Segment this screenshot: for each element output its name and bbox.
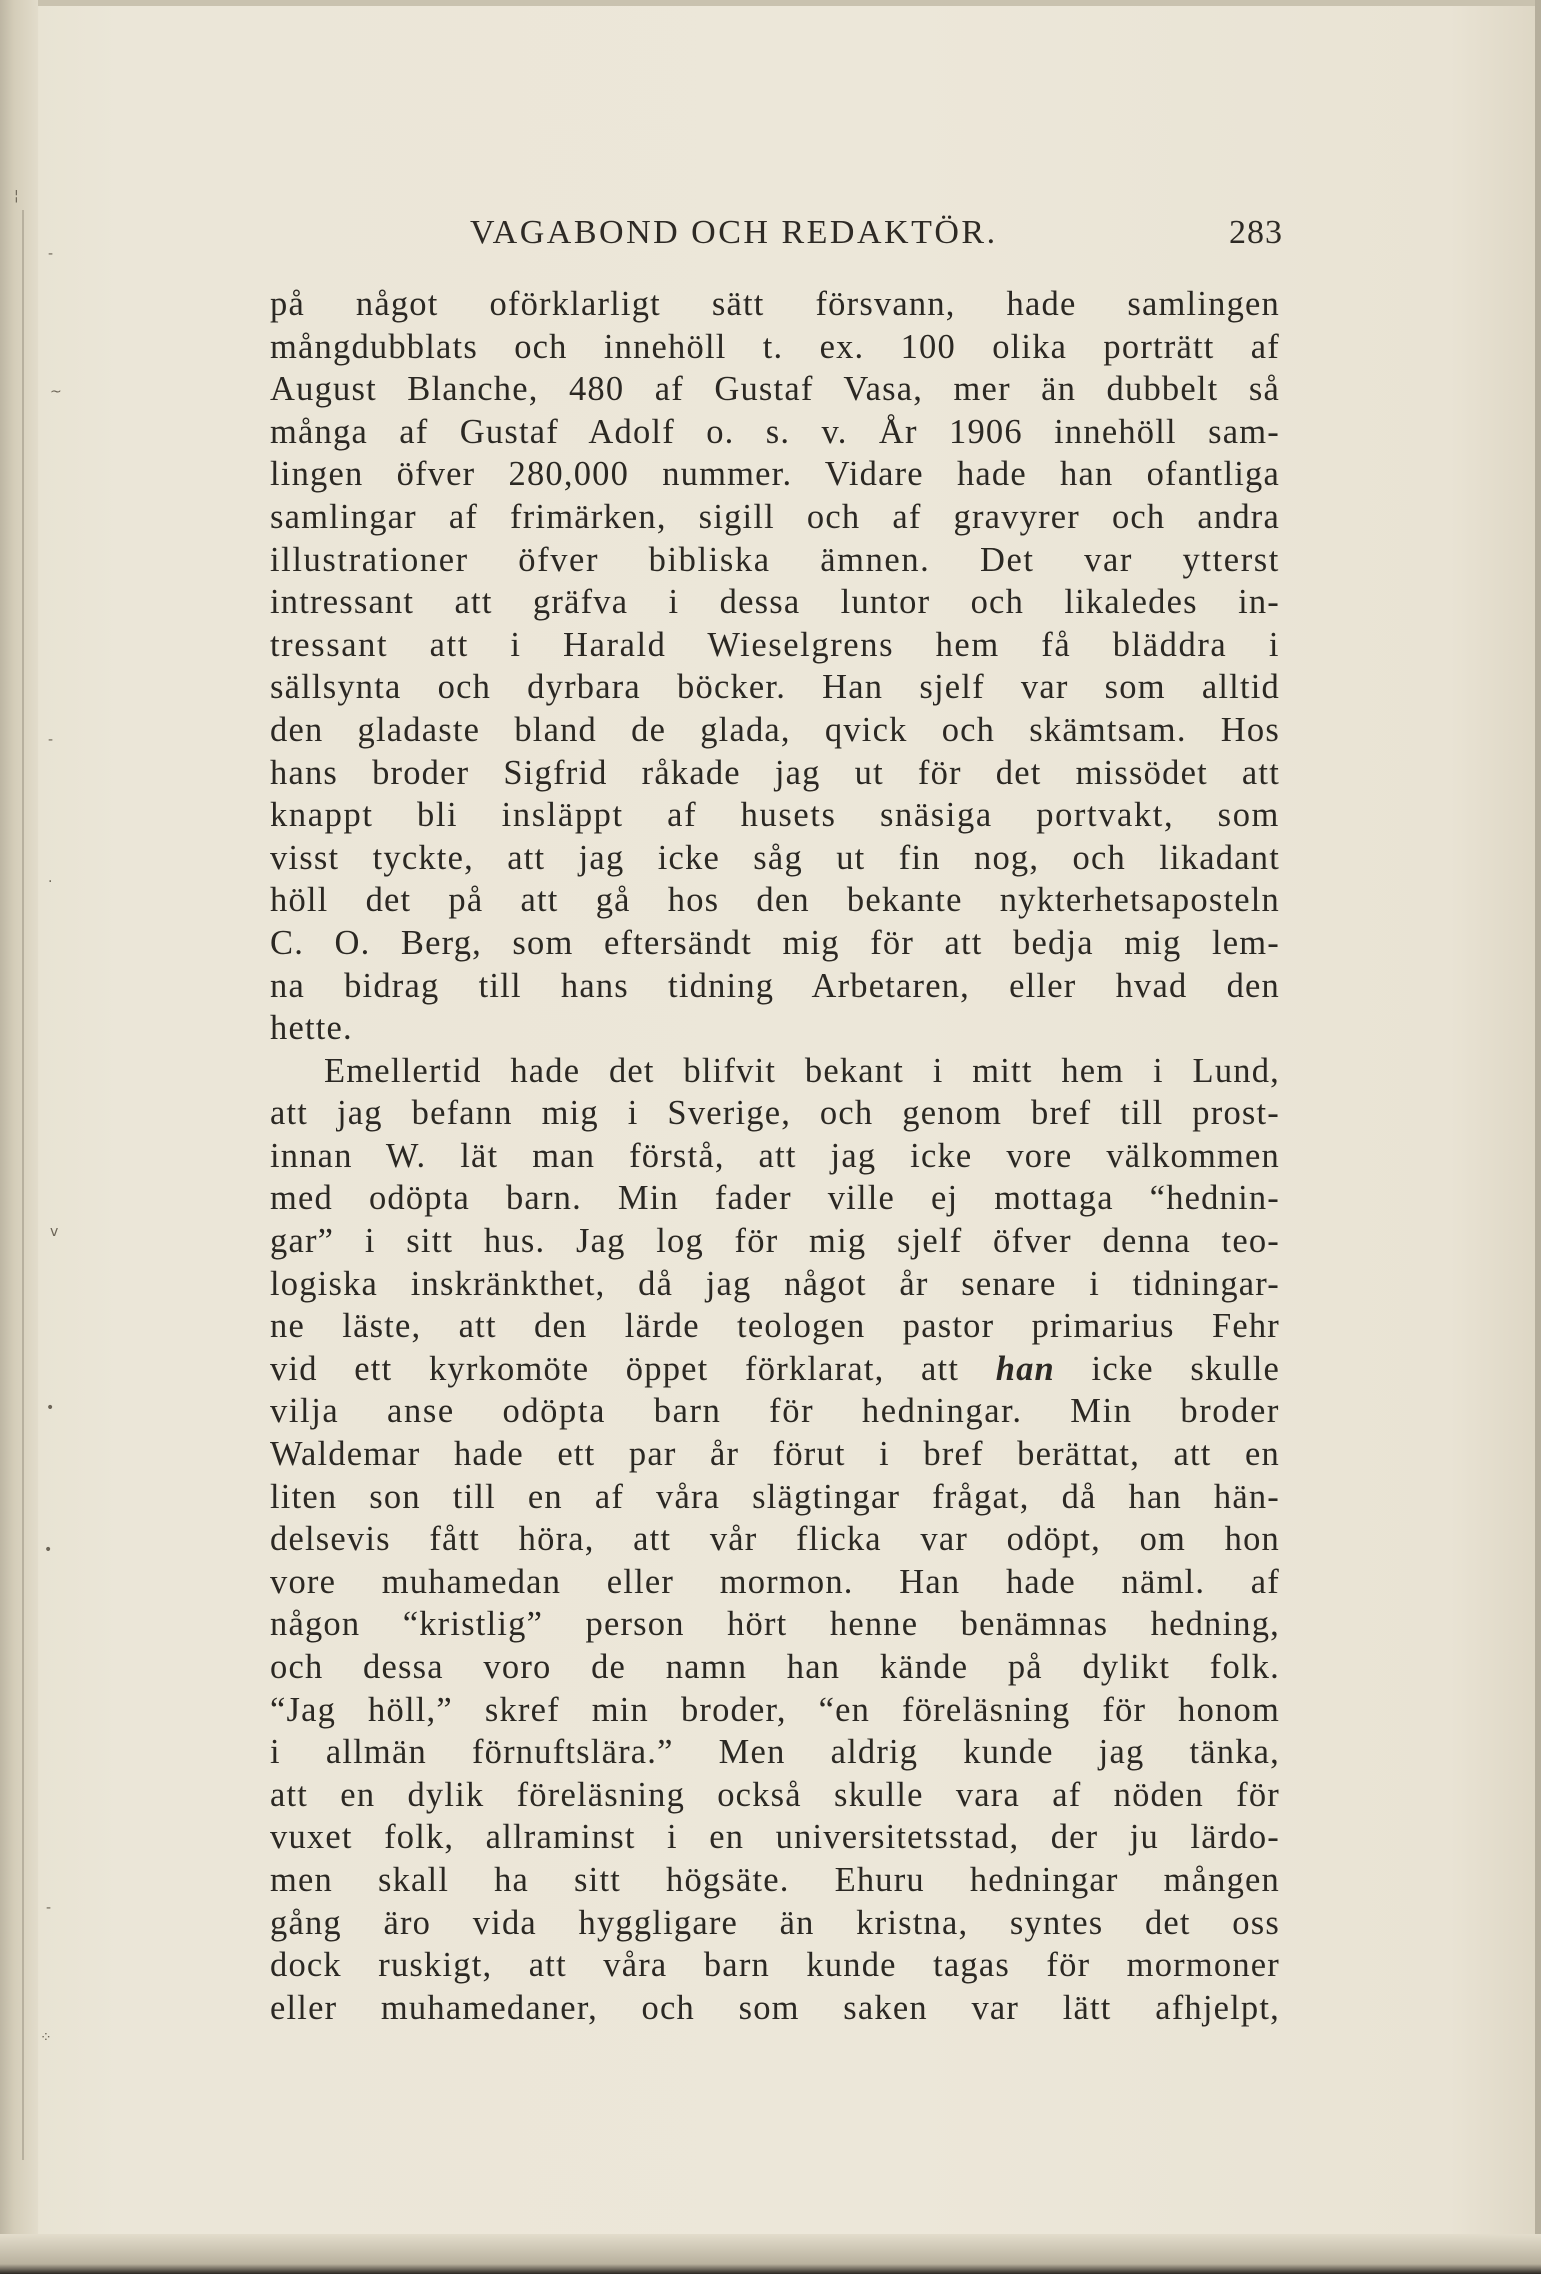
- text-line: Waldemar hade ett par år förut i bref berättat, att en: [270, 1435, 1280, 1474]
- text-line: att jag befann mig i Sverige, och genom bref till prost-: [270, 1094, 1280, 1133]
- line-tail: icke skulle: [1054, 1349, 1280, 1388]
- margin-mark: ¦: [14, 188, 19, 204]
- text-line: på något oförklarligt sätt försvann, hade samlingen: [270, 285, 1280, 323]
- gutter-line: [22, 210, 24, 2160]
- text-line: intressant att gräfva i dessa luntor och likaledes in-: [270, 583, 1280, 622]
- page-number: 283: [1229, 214, 1283, 251]
- text-line: logiska inskränkthet, då jag något år senare i tidningar-: [270, 1264, 1280, 1303]
- text-line: många af Gustaf Adolf o. s. v. År 1906 innehöll sam-: [270, 412, 1280, 451]
- text-line: tressant att i Harald Wieselgrens hem få bläddra i: [270, 625, 1280, 664]
- text-line: C. O. Berg, som eftersändt mig för att bedja mig lem-: [270, 923, 1280, 962]
- text-line: delsevis fått höra, att vår flicka var odöpt, om hon: [270, 1520, 1280, 1559]
- margin-mark: .: [48, 870, 53, 886]
- text-line: vore muhamedan eller mormon. Han hade näml. af: [270, 1562, 1280, 1601]
- text-line: samlingar af frimärken, sigill och af gravyrer och andra: [270, 497, 1280, 536]
- running-header: [270, 214, 1285, 266]
- text-line: hans broder Sigfrid råkade jag ut för det missödet att: [270, 753, 1280, 792]
- text-line: visst tyckte, att jag icke såg ut fin nog, och likadant: [270, 838, 1280, 877]
- text-line: sällsynta och dyrbara böcker. Han sjelf var som alltid: [270, 668, 1280, 707]
- text-line: i allmän förnuftslära.” Men aldrig kunde jag tänka,: [270, 1733, 1280, 1772]
- text-line: gar” i sitt hus. Jag log för mig sjelf öfver denna teo-: [270, 1222, 1280, 1261]
- margin-mark: •: [46, 1400, 55, 1416]
- text-line: lingen öfver 280,000 nummer. Vidare hade han ofantliga: [270, 455, 1280, 494]
- book-spine-shadow: [0, 0, 38, 2274]
- text-line: liten son till en af våra slägtingar frågat, då han hän-: [270, 1477, 1280, 1516]
- text-line: “Jag höll,” skref min broder, “en föreläsning för honom: [270, 1690, 1280, 1729]
- body-text: [270, 283, 1280, 2029]
- text-line: mångdubblats och innehöll t. ex. 100 olika porträtt af: [270, 327, 1280, 366]
- text-line: illustrationer öfver bibliska ämnen. Det var ytterst: [270, 540, 1280, 579]
- text-line: ne läste, att den lärde teologen pastor primarius Fehr: [270, 1307, 1280, 1346]
- text-line: vilja anse odöpta barn för hedningar. Min broder: [270, 1392, 1280, 1431]
- margin-mark: v: [50, 1224, 59, 1240]
- paragraph-end-line: hette.: [270, 1009, 353, 1048]
- text-line: dock ruskigt, att våra barn kunde tagas för mormoner: [270, 1946, 1280, 1985]
- page-right-edge: [1535, 0, 1541, 2274]
- text-line: höll det på att gå hos den bekante nykterhetsaposteln: [270, 881, 1280, 920]
- margin-mark: ~: [50, 384, 62, 400]
- text-line: August Blanche, 480 af Gustaf Vasa, mer än dubbelt så: [270, 370, 1280, 409]
- text-line: med odöpta barn. Min fader ville ej mottaga “hednin-: [270, 1179, 1280, 1218]
- text-line: eller muhamedaner, och som saken var lätt afhjelpt,: [270, 1988, 1280, 2027]
- text-line: vuxet folk, allraminst i en universitetsstad, der ju lärdo-: [270, 1818, 1280, 1857]
- text-line: innan W. lät man förstå, att jag icke vore välkommen: [270, 1136, 1280, 1175]
- line-head: vid ett kyrkomöte öppet förklarat, att: [270, 1349, 996, 1388]
- text-line: och dessa voro de namn han kände på dylikt folk.: [270, 1648, 1280, 1686]
- text-line: den gladaste bland de glada, qvick och skämtsam. Hos: [270, 710, 1280, 749]
- text-line: [270, 1348, 1280, 1391]
- margin-mark: -: [48, 246, 54, 262]
- text-line: men skall ha sitt högsäte. Ehuru hedningar mången: [270, 1860, 1280, 1899]
- text-line: att en dylik föreläsning också skulle vara af nöden för: [270, 1775, 1280, 1814]
- page-bottom-edge: [0, 2234, 1541, 2274]
- text-line: na bidrag till hans tidning Arbetaren, eller hvad den: [270, 966, 1280, 1005]
- text-line: gång äro vida hyggligare än kristna, syntes det oss: [270, 1903, 1280, 1942]
- running-title: VAGABOND OCH REDAKTÖR.: [470, 214, 998, 251]
- text-line: knappt bli insläppt af husets snäsiga portvakt, som: [270, 796, 1280, 835]
- margin-mark: -: [46, 1900, 52, 1916]
- page-top-edge: [0, 0, 1541, 6]
- margin-mark: ⁘: [40, 2030, 52, 2046]
- paragraph-start-line: Emellertid hade det blifvit bekant i mitt hem i Lund,: [324, 1051, 1280, 1090]
- emphasized-word: han: [995, 1349, 1055, 1388]
- margin-mark: •: [44, 1542, 53, 1558]
- text-line: någon “kristlig” person hört henne benämnas hedning,: [270, 1605, 1280, 1644]
- margin-mark: -: [48, 732, 54, 748]
